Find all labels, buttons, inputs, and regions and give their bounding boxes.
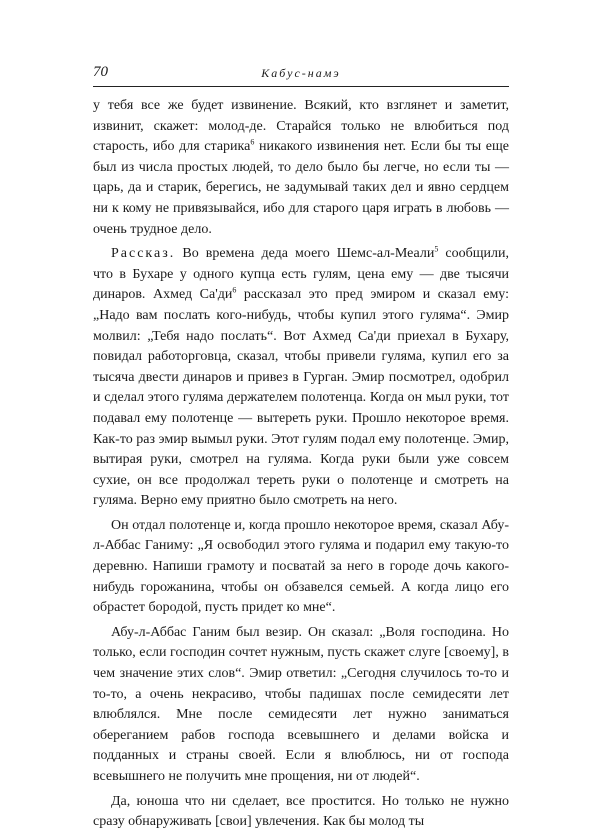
footnote-mark: 5	[434, 244, 439, 254]
paragraph-5: Да, юноша что ни сделает, все простится. Но только не нужно сразу обнаруживать [свои] увлечения. Как бы молод ты	[93, 793, 509, 830]
paragraph-story: Рассказ. Во времена деда моего Шемс-ал-Меали$^5$ сообщили, что в Бухаре у одного купца есть гулям, цена ему — две тысячи динаров. Ахмед $Са'ди^6$ рассказал это пред эмиром и сказал ему: „Надо вам послать кого-нибудь, чтобы купил этого гуляма“. Эмир молвил: „Тебя надо послать“. Вот Ахмед Са'ди приехал в Бухару, повидал работорговца, сказал, чтобы привели гуляма, купил его за тысяча двести динаров и привез в Гурган. Эмир посмотрел, одобрил и сделал этого гуляма держателем полотенца. Когда он мыл руки, тот подавал ему полотенце — вытереть руки. Прошло некоторое время. Как-то раз эмир вымыл руки. Этот гулям подал ему полотенце. Эмир, вытирая руки, смотрел на гуляма. Когда руки были уже совсем сухие, он все продолжал тереть руки о полотенце и смотреть на гуляма. Верно ему приятно было смотреть на него.	[93, 244, 510, 509]
page-number: 70	[93, 64, 108, 80]
footnote-mark: 6	[250, 137, 255, 147]
paragraph-1: у тебя все же будет извинение. Всякий, кто взглянет и заметит, извинит, скажет: молод-де. Старайся только не влюбиться под старость, ибо для старика$^6$ никакого извинения нет. Если бы ты еще был из числа простых людей, то дело было бы легче, но если ты — царь, да и старик, берегись, не задумывай таких дел и явно сердцем ни к кому не привязывайся, ибо для старого царя играть в любовь — очень трудное дело.	[93, 98, 509, 237]
running-title: Кабус-намэ	[261, 66, 341, 80]
page-header	[93, 62, 509, 84]
paragraph-4: Абу-л-Аббас Ганим был везир. Он сказал: „Воля господина. Но только, если господин сочтет нужным, пусть скажет слуге [своему], в чем значение этих слов“. Эмир ответил: „Сегодня случилось то-то и то-то, а очень некрасиво, чтобы падишах после семидесяти лет влюблялся. Мне после семидесяти лет нужно заниматься обереганием рабов господа всевышнего и делами войска и подданных и страны своей. Если я влюблюсь, ни от господа всевышнего не получить мне прощения, ни от людей“.	[93, 624, 509, 784]
paragraph-3: Он отдал полотенце и, когда прошло некоторое время, сказал Абу-л-Аббас Ганиму: „Я освободил этого гуляма и подарил ему такую-то деревню. Напиши грамоту и посватай за него в городе дочь какого-нибудь горожанина, чтобы он обзавелся семьей. А когда лицо его обрастет бородой, пусть придет ко мне“.	[93, 517, 509, 616]
body-text	[93, 96, 509, 837]
header-rule	[93, 86, 509, 87]
footnote-mark: 6	[232, 285, 237, 295]
story-lead: Рассказ.	[111, 246, 176, 262]
